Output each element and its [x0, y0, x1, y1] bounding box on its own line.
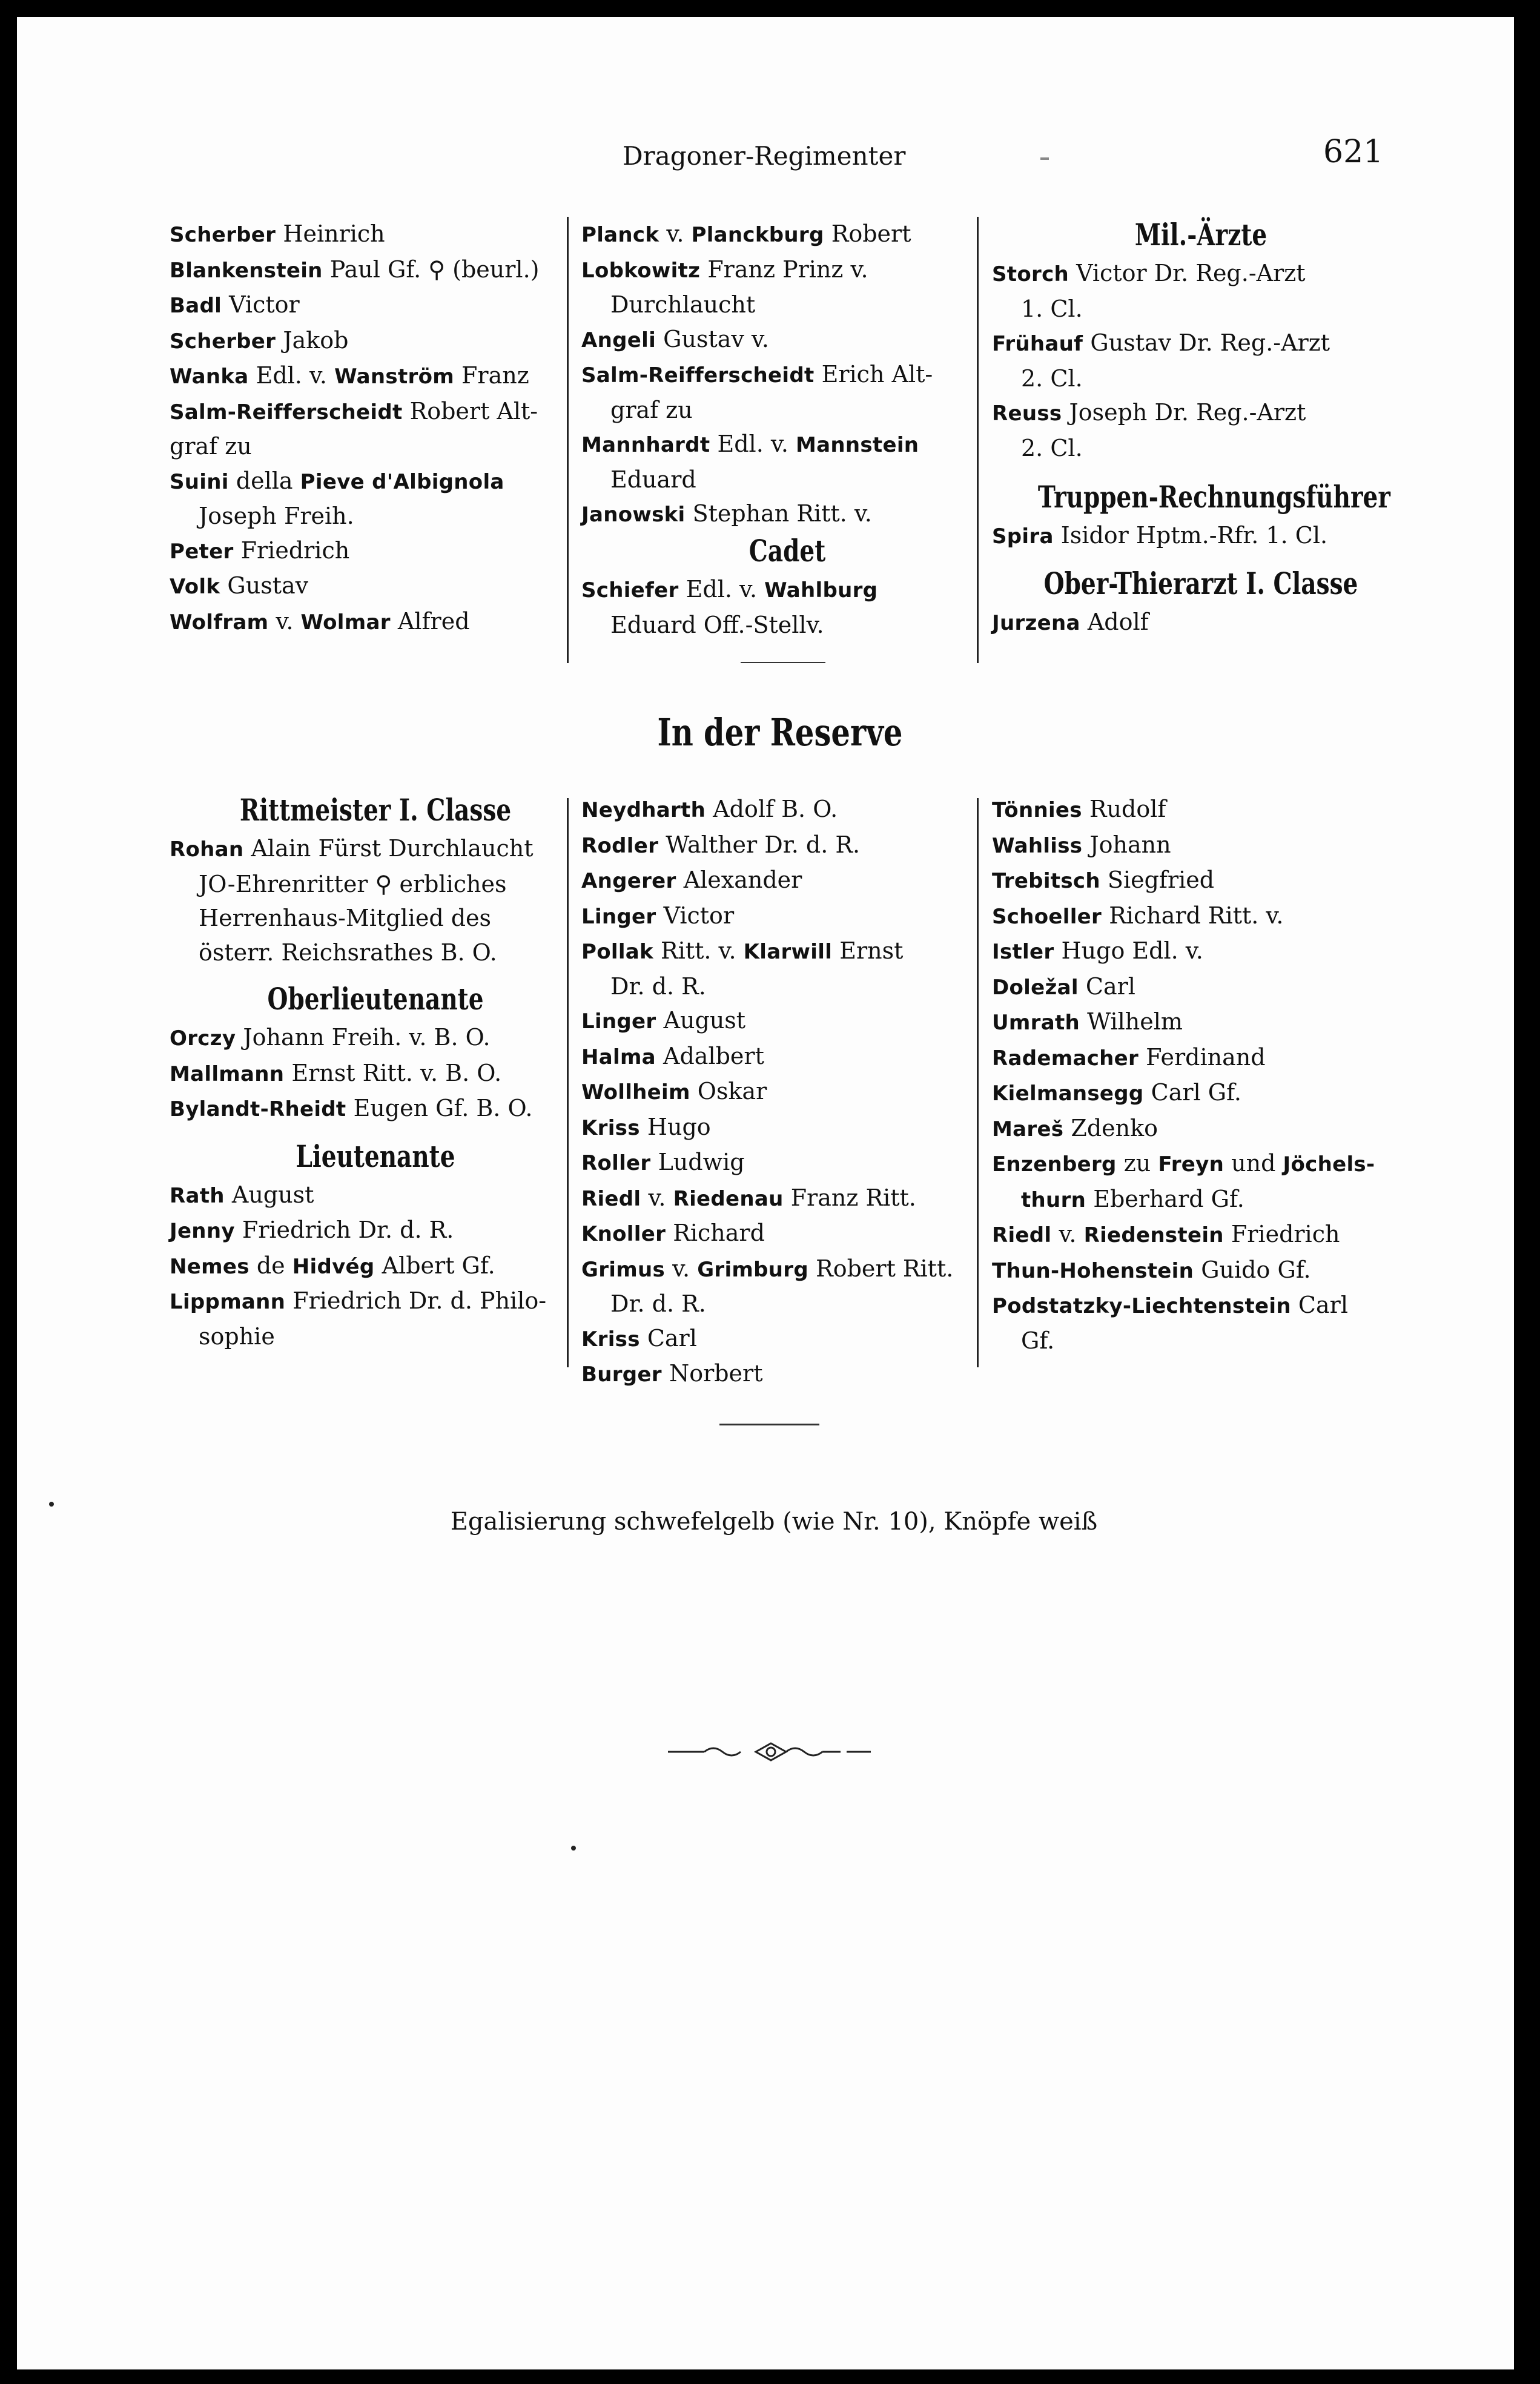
short-rule	[741, 662, 825, 663]
entry-line	[992, 863, 1410, 899]
entry-text: Edl. v.	[248, 362, 335, 389]
entry-text: Robert Alt-	[402, 397, 538, 424]
entry-surname: Riedenau	[673, 1186, 784, 1211]
entry-surname: Thun-Hohenstein	[992, 1258, 1194, 1283]
entry-line	[992, 292, 1410, 326]
entry-line	[992, 1324, 1410, 1358]
entry-surname: Wanka	[170, 365, 249, 389]
entry-text: Robert	[824, 220, 911, 247]
entry-text: Johann	[1082, 831, 1171, 858]
entry-surname: Mallmann	[170, 1062, 285, 1086]
entry-text: Dr. d. R.	[610, 972, 706, 1000]
entry-line	[992, 518, 1410, 554]
entry-text: und	[1224, 1150, 1283, 1177]
reserve-heading: In der Reserve	[657, 710, 903, 754]
entry-surname: Wolmar	[300, 610, 391, 635]
entry-text: v.	[659, 220, 692, 247]
ober-thierarzt-heading: Ober-Thierarzt I. Classe	[1043, 565, 1358, 601]
entry-text: Carl	[1290, 1292, 1348, 1318]
entry-surname: Salm-Reifferscheidt	[170, 400, 403, 424]
entry-surname: Wahlburg	[764, 578, 878, 603]
entry-surname: Rohan	[170, 837, 244, 862]
entry-text: Eduard Off.-Stellv.	[610, 611, 824, 638]
entry-surname: Doležal	[992, 975, 1079, 1000]
running-title: Dragoner-Regimenter	[623, 141, 906, 171]
entry-line	[581, 608, 993, 642]
entry-line	[170, 1213, 581, 1249]
ornament	[668, 1740, 874, 1764]
top-column-3	[992, 214, 1410, 640]
entry-text: Oskar	[690, 1078, 767, 1104]
entry-line	[992, 1075, 1410, 1111]
entry-line	[992, 256, 1410, 292]
entry-surname: Knoller	[581, 1222, 666, 1246]
entry-surname: Grimus	[581, 1257, 665, 1282]
column-divider	[567, 217, 569, 663]
entry-line	[170, 936, 581, 970]
entry-surname: Linger	[581, 1009, 656, 1034]
reserve-column-2	[581, 792, 993, 1392]
entry-text: sophie	[199, 1322, 275, 1350]
entry-text: Alexander	[676, 867, 802, 893]
entry-surname: Schoeller	[992, 904, 1102, 929]
column-divider	[977, 217, 979, 663]
entry-surname: Reuss	[992, 401, 1062, 426]
entry-line	[581, 253, 993, 288]
entry-text: Walther Dr. d. R.	[658, 831, 861, 858]
entry-surname: Scherber	[170, 223, 276, 247]
entry-text: Victor	[656, 902, 735, 929]
entry-text: Gustav	[220, 572, 309, 599]
entry-text: Friedrich	[1223, 1221, 1340, 1247]
reserve-column-1	[170, 789, 581, 1353]
entry-text: Eduard	[610, 466, 696, 493]
entry-text: Carl Gf.	[1143, 1079, 1241, 1106]
mil-aerzte-heading: Mil.-Ärzte	[1134, 217, 1267, 253]
entry-surname: Rath	[170, 1183, 225, 1208]
entry-text: Friedrich Dr. d. Philo-	[285, 1287, 547, 1314]
entry-text: Eberhard Gf.	[1086, 1185, 1244, 1212]
rittmeister-heading: Rittmeister I. Classe	[239, 792, 512, 828]
entry-surname: Burger	[581, 1362, 662, 1387]
entry-text: de	[249, 1252, 292, 1279]
entry-text: Jakob	[276, 326, 349, 354]
entry-line	[581, 217, 993, 253]
entry-line	[992, 1288, 1410, 1324]
lieutenante-heading: Lieutenante	[296, 1138, 455, 1174]
entry-line	[581, 1039, 993, 1075]
entry-line	[581, 1003, 993, 1039]
entry-text: August	[224, 1181, 314, 1208]
entry-surname: Pollak	[581, 940, 653, 964]
entry-text: graf zu	[610, 396, 693, 423]
entry-line	[581, 572, 993, 608]
entry-text: Carl	[1078, 972, 1135, 1000]
entry-text: Gf.	[1021, 1327, 1055, 1354]
entry-line	[170, 217, 581, 253]
entry-line	[170, 1020, 581, 1056]
entry-text: v.	[1051, 1221, 1084, 1247]
entry-line	[170, 288, 581, 323]
entry-line	[170, 253, 581, 288]
entry-line	[581, 1252, 993, 1287]
entry-text: Gustav v.	[656, 325, 769, 352]
entry-surname: Salm-Reifferscheidt	[581, 363, 815, 388]
entry-text: Durchlaucht	[610, 291, 756, 318]
entry-surname: Kielmansegg	[992, 1081, 1144, 1106]
entry-line	[581, 1287, 993, 1321]
entry-surname: Lobkowitz	[581, 258, 701, 283]
entry-surname: Peter	[170, 539, 234, 564]
entry-text: Rudolf	[1082, 796, 1166, 822]
entry-text: Richard	[666, 1220, 765, 1246]
entry-text: Zdenko	[1063, 1114, 1158, 1141]
entry-text: Ferdinand	[1138, 1043, 1266, 1071]
entry-line	[581, 934, 993, 969]
entry-line	[992, 1146, 1410, 1182]
entry-text: August	[656, 1007, 746, 1034]
entry-text: v.	[665, 1255, 698, 1282]
entry-line	[992, 1253, 1410, 1289]
entry-text: Ernst	[832, 937, 904, 964]
entry-text: Franz Prinz v.	[700, 256, 868, 283]
entry-line	[992, 362, 1410, 396]
entry-text: Joseph Freih.	[199, 503, 354, 529]
entry-line	[992, 1005, 1410, 1040]
entry-line	[992, 431, 1410, 466]
entry-line	[170, 464, 581, 500]
entry-line	[581, 463, 993, 497]
entry-surname: Riedenstein	[1083, 1223, 1224, 1247]
entry-line	[170, 323, 581, 359]
entry-surname: thurn	[1021, 1187, 1086, 1212]
entry-surname: Riedl	[992, 1223, 1052, 1247]
entry-text: Alain Fürst Durchlaucht	[243, 835, 534, 862]
entry-line	[170, 1178, 581, 1213]
entry-surname: Hidvég	[292, 1254, 375, 1279]
entry-surname: Linger	[581, 904, 656, 929]
entry-surname: Halma	[581, 1045, 656, 1069]
entry-surname: Wahliss	[992, 833, 1083, 858]
entry-text: Carl	[639, 1324, 697, 1352]
scanned-page	[17, 17, 1514, 2369]
entry-text: Dr. d. R.	[610, 1290, 706, 1317]
entry-text: 2. Cl.	[1021, 434, 1083, 461]
entry-line	[581, 393, 993, 428]
entry-line	[581, 288, 993, 322]
entry-line	[992, 1182, 1410, 1218]
entry-surname: Rodler	[581, 833, 659, 858]
entry-line	[581, 497, 993, 532]
entry-line	[992, 899, 1410, 934]
entry-surname: Enzenberg	[992, 1152, 1117, 1177]
entry-line	[170, 867, 581, 902]
entry-surname: Wolfram	[170, 610, 269, 635]
entry-surname: Nemes	[170, 1254, 250, 1279]
entry-text: Stephan Ritt. v.	[685, 500, 872, 527]
page-number: 621	[1323, 134, 1384, 170]
entry-surname: Planck	[581, 223, 659, 247]
entry-surname: Rademacher	[992, 1046, 1139, 1071]
entry-surname: Blankenstein	[170, 258, 323, 283]
entry-text: Erich Alt-	[814, 361, 933, 388]
speck-dot	[571, 1846, 576, 1851]
ornament-icon	[668, 1740, 874, 1764]
entry-surname: Storch	[992, 262, 1069, 286]
entry-surname: Jöchels-	[1283, 1152, 1375, 1177]
entry-line	[581, 322, 993, 358]
entry-line	[581, 427, 993, 463]
entry-text: Isidor Hptm.-Rfr. 1. Cl.	[1053, 522, 1328, 549]
entry-text: Franz Ritt.	[783, 1184, 916, 1211]
entry-surname: Kriss	[581, 1115, 640, 1140]
entry-text: Friedrich	[233, 537, 350, 564]
entry-line	[170, 394, 581, 430]
entry-text: Friedrich Dr. d. R.	[234, 1217, 454, 1243]
entry-line	[581, 1321, 993, 1357]
entry-surname: Riedl	[581, 1186, 641, 1211]
entry-line	[581, 357, 993, 393]
entry-line	[170, 1284, 581, 1319]
entry-surname: Scherber	[170, 329, 276, 354]
column-divider	[977, 798, 979, 1367]
entry-text: Ernst Ritt. v. B. O.	[284, 1059, 502, 1086]
entry-text: JO-Ehrenritter ⚲ erbliches	[199, 870, 507, 897]
entry-text: v.	[641, 1184, 673, 1211]
entry-surname: Jenny	[170, 1219, 235, 1243]
oberlieutenante-heading: Oberlieutenante	[267, 981, 484, 1017]
entry-surname: Istler	[992, 940, 1054, 964]
truppen-rechnungsfuehrer-heading: Truppen-Rechnungsführer	[1037, 479, 1390, 515]
entry-line	[581, 899, 993, 934]
entry-text: Guido Gf.	[1194, 1256, 1311, 1283]
entry-text: Heinrich	[276, 220, 385, 247]
entry-line	[170, 1056, 581, 1092]
entry-text: Ludwig	[650, 1149, 745, 1175]
entry-line	[170, 1319, 581, 1354]
entry-surname: Suini	[170, 469, 229, 494]
facings-note: Egalisierung schwefelgelb (wie Nr. 10), Knöpfe weiß	[450, 1508, 1098, 1536]
entry-text: Richard Ritt. v.	[1102, 902, 1284, 929]
entry-text: Herrenhaus-Mitglied des	[199, 905, 492, 931]
entry-surname: Janowski	[581, 503, 686, 527]
entry-text: Robert Ritt.	[808, 1255, 954, 1282]
entry-text: 1. Cl.	[1021, 295, 1083, 322]
entry-line	[992, 605, 1410, 641]
entry-text: Albert Gf.	[374, 1252, 495, 1279]
entry-text: Edl. v.	[678, 576, 765, 603]
entry-text: Johann Freih. v. B. O.	[236, 1024, 491, 1051]
entry-line	[581, 1216, 993, 1252]
entry-line	[170, 901, 581, 936]
entry-text: Gustav Dr. Reg.-Arzt	[1083, 329, 1330, 356]
entry-surname: Spira	[992, 524, 1054, 549]
scan-border	[1514, 17, 1540, 2384]
entry-text: Edl. v.	[710, 431, 796, 457]
entry-line	[992, 828, 1410, 863]
entry-surname: Angerer	[581, 869, 676, 893]
entry-surname: Tönnies	[992, 798, 1082, 822]
entry-text: Alfred	[390, 607, 470, 635]
entry-text: Hugo Edl. v.	[1054, 937, 1203, 964]
entry-line	[581, 969, 993, 1004]
entry-line	[992, 1217, 1410, 1253]
column-divider	[567, 798, 569, 1367]
entry-line	[170, 499, 581, 533]
entry-surname: Wollheim	[581, 1080, 690, 1104]
cadet-heading: Cadet	[749, 533, 826, 569]
entry-text: Adalbert	[655, 1042, 764, 1069]
separator-rule	[719, 1424, 819, 1425]
entry-surname: Orczy	[170, 1026, 236, 1051]
entry-line	[581, 863, 993, 899]
entry-surname: Frühauf	[992, 332, 1083, 356]
entry-surname: Volk	[170, 575, 220, 599]
reserve-column-3	[992, 792, 1410, 1358]
entry-surname: Pieve d'Albignola	[300, 469, 504, 494]
entry-surname: Roller	[581, 1151, 651, 1175]
entry-surname: Planckburg	[691, 223, 824, 247]
entry-line	[992, 1111, 1410, 1147]
entry-text: Eugen Gf. B. O.	[346, 1095, 533, 1121]
entry-text: Ritt. v.	[653, 937, 744, 964]
entry-line	[170, 533, 581, 569]
entry-text: Franz	[454, 362, 529, 389]
entry-surname: Podstatzky-Liechtenstein	[992, 1294, 1291, 1318]
entry-surname: Mannstein	[795, 433, 919, 457]
entry-surname: Umrath	[992, 1011, 1080, 1035]
entry-surname: Jurzena	[992, 610, 1080, 635]
top-column-1	[170, 217, 581, 639]
entry-surname: Kriss	[581, 1327, 640, 1352]
entry-surname: Bylandt-Rheidt	[170, 1097, 346, 1121]
entry-surname: Trebitsch	[992, 869, 1100, 893]
entry-line	[581, 1145, 993, 1181]
entry-line	[992, 395, 1410, 431]
entry-line	[992, 1040, 1410, 1076]
entry-line	[170, 569, 581, 604]
entry-line	[581, 1110, 993, 1146]
entry-text: Victor Dr. Reg.-Arzt	[1069, 260, 1306, 286]
entry-line	[170, 429, 581, 464]
entry-text: Victor	[222, 291, 300, 318]
entry-line	[992, 969, 1410, 1005]
entry-surname: Mareš	[992, 1117, 1064, 1141]
entry-surname: Lippmann	[170, 1290, 286, 1314]
entry-text: Norbert	[661, 1360, 763, 1387]
entry-line	[992, 934, 1410, 969]
entry-surname: Angeli	[581, 328, 656, 352]
entry-text: Siegfried	[1100, 867, 1215, 893]
entry-line	[581, 1181, 993, 1217]
entry-surname: Schiefer	[581, 578, 679, 603]
entry-surname: Klarwill	[743, 940, 833, 964]
entry-line	[992, 792, 1410, 828]
entry-surname: Mannhardt	[581, 433, 710, 457]
entry-line	[170, 1091, 581, 1127]
entry-line	[170, 1249, 581, 1284]
speck-dot	[49, 1502, 54, 1507]
entry-line	[170, 358, 581, 394]
cadet-block	[581, 530, 993, 642]
entry-surname: Grimburg	[697, 1257, 809, 1282]
entry-text: Joseph Dr. Reg.-Arzt	[1062, 399, 1306, 426]
entry-text: zu	[1116, 1150, 1158, 1177]
entry-text: graf zu	[170, 433, 252, 460]
entry-line	[170, 604, 581, 640]
entry-text: della	[228, 467, 300, 494]
entry-line	[581, 828, 993, 863]
entry-surname: Wanström	[334, 365, 454, 389]
entry-text: österr. Reichsrathes B. O.	[199, 939, 497, 966]
speck	[1040, 157, 1049, 160]
entry-text: Hugo	[639, 1113, 711, 1140]
entry-line	[170, 831, 581, 867]
top-column-2	[581, 217, 993, 532]
entry-surname: Badl	[170, 294, 222, 318]
entry-line	[581, 1356, 993, 1392]
entry-surname: Neydharth	[581, 798, 706, 822]
entry-line	[581, 1074, 993, 1110]
entry-text: v.	[268, 607, 301, 635]
entry-line	[992, 326, 1410, 362]
entry-text: Adolf B. O.	[706, 796, 838, 822]
entry-surname: Freyn	[1158, 1152, 1224, 1177]
entry-text: Adolf	[1080, 608, 1149, 635]
entry-text: Paul Gf. ⚲ (beurl.)	[322, 256, 540, 283]
entry-text: 2. Cl.	[1021, 365, 1083, 392]
entry-line	[581, 792, 993, 828]
entry-text: Wilhelm	[1080, 1008, 1183, 1035]
